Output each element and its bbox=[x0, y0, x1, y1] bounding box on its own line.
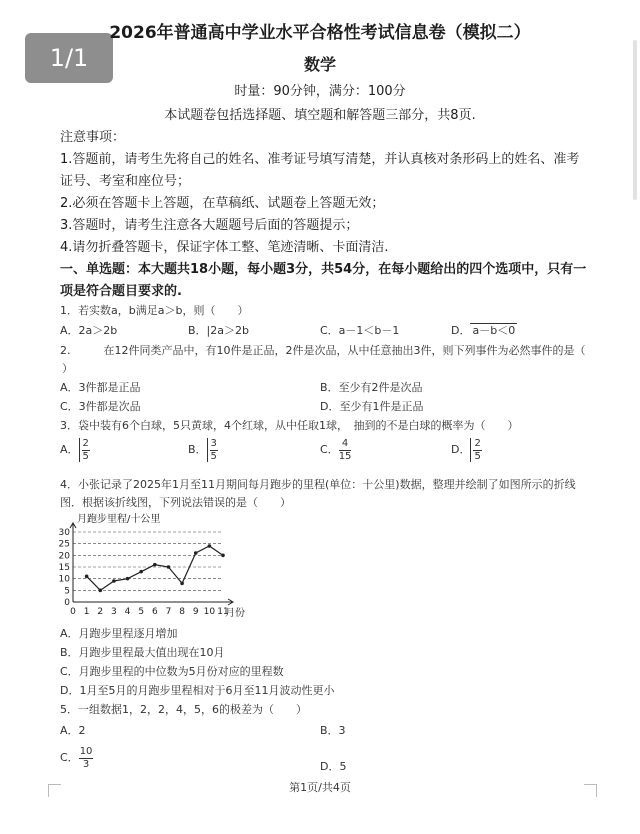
q1-option-d bbox=[451, 322, 517, 338]
chart-data-point bbox=[180, 582, 184, 586]
q3-option-b bbox=[188, 438, 218, 462]
q5-stem: 5．一组数据1，2，2，4，5，6的极差为（ ） bbox=[60, 703, 307, 716]
q5-c-numerator: 10 bbox=[79, 746, 93, 757]
chart-y-tick-label: 25 bbox=[58, 539, 70, 550]
chart-data-point bbox=[85, 575, 89, 579]
chart-x-tick-label: 9 bbox=[192, 607, 199, 617]
q3-option-c bbox=[320, 438, 351, 462]
chart-x-axis-label: 月份 bbox=[225, 608, 245, 618]
q3-option-d bbox=[451, 438, 482, 462]
note-4: 4.请勿折叠答题卡，保证字体工整、笔迹清晰、卡面清洁. bbox=[60, 240, 389, 255]
q1-option-b: B．|2a＞2b bbox=[188, 324, 249, 337]
chart-x-tick-label: 10 bbox=[203, 607, 216, 617]
q4-option-c: C．月跑步里程的中位数为5月份对应的里程数 bbox=[60, 665, 284, 678]
q3-option-d-label: D． bbox=[451, 443, 471, 456]
time-score-info: 时量：90分钟，满分：100分 bbox=[234, 84, 406, 99]
chart-data-point bbox=[98, 589, 102, 593]
exam-title: 2026年普通高中学业水平合格性考试信息卷（模拟二） bbox=[109, 23, 531, 43]
q3-d-numerator: 2 bbox=[474, 438, 481, 449]
q2-option-a: A．3件都是正品 bbox=[60, 381, 141, 394]
chart-x-tick-label: 1 bbox=[83, 607, 90, 617]
running-mileage-line-chart bbox=[55, 510, 255, 618]
section-1-heading: 一、单选题：本大题共18小题，每小题3分，共54分，在每小题给出的四个选项中，只有一 bbox=[60, 262, 587, 277]
q2-stem: 2. 在12件同类产品中，有10件是正品，2件是次品，从中任意抽出3件，则下列事件为必然事件的是（ bbox=[60, 344, 586, 357]
q3-a-numerator: 2 bbox=[82, 438, 89, 449]
q3-option-a bbox=[60, 438, 90, 462]
q5-option-c-label: C． bbox=[60, 751, 79, 764]
chart-data-point bbox=[153, 563, 157, 567]
note-2: 2.必须在答题卡上答题，在草稿纸、试题卷上答题无效； bbox=[60, 196, 385, 211]
chart-x-tick-label: 4 bbox=[124, 607, 131, 617]
note-1-continued: 证号、考室和座位号； bbox=[60, 174, 191, 189]
q4-stem-cont: 图．根据该折线图，下列说法错误的是（ ） bbox=[60, 496, 291, 509]
chart-y-tick-label: 10 bbox=[58, 574, 70, 585]
chart-data-point bbox=[194, 551, 198, 555]
section-1-heading-cont: 项是符合题目要求的. bbox=[60, 284, 182, 299]
chart-y-tick-label: 30 bbox=[58, 528, 70, 538]
q3-d-denominator: 5 bbox=[474, 450, 481, 462]
q3-b-numerator: 3 bbox=[210, 438, 217, 449]
q3-option-b-fraction bbox=[207, 438, 218, 462]
q5-option-c-fraction bbox=[79, 746, 94, 770]
q3-option-a-fraction bbox=[79, 438, 90, 462]
chart-x-tick-label: 5 bbox=[138, 607, 145, 617]
q3-option-b-label: B． bbox=[188, 443, 207, 456]
q2-option-b: B．至少有2件是次品 bbox=[320, 381, 423, 394]
chart-data-point bbox=[126, 577, 130, 581]
q3-a-denominator: 5 bbox=[82, 450, 89, 462]
q3-b-denominator: 5 bbox=[210, 450, 217, 462]
chart-data-point bbox=[112, 579, 116, 583]
q4-stem: 4．小张记录了2025年1月至11月期间每月跑步的里程(单位：十公里)数据，整理并绘制了如图所示的折线 bbox=[60, 478, 576, 491]
page-indicator-badge: 1/1 bbox=[25, 33, 113, 83]
chart-series-line bbox=[87, 546, 223, 590]
chart-y-tick-label: 20 bbox=[58, 551, 70, 562]
q1-option-c: C．a－1＜b－1 bbox=[320, 324, 400, 337]
exam-scope: 本试题卷包括选择题、填空题和解答题三部分，共8页. bbox=[164, 108, 476, 123]
q1-option-d-label: D． bbox=[451, 324, 471, 337]
page-footer: 第1页/共4页 bbox=[289, 781, 351, 794]
q2-option-d: D．至少有1件是正品 bbox=[320, 400, 424, 413]
chart-data-point bbox=[167, 565, 171, 569]
q5-c-denominator: 3 bbox=[82, 758, 90, 770]
q3-option-c-fraction bbox=[339, 438, 352, 462]
chart-y-tick-label: 5 bbox=[64, 586, 70, 597]
chart-x-tick-label: 11 bbox=[217, 607, 229, 617]
chart-x-tick-label: 6 bbox=[151, 607, 158, 617]
q5-option-a: A．2 bbox=[60, 724, 86, 737]
q1-stem: 1．若实数a，b满足a＞b，则（ ） bbox=[60, 304, 249, 317]
chart-data-point bbox=[139, 570, 143, 574]
q5-option-c bbox=[60, 746, 93, 770]
chart-y-tick-label: 0 bbox=[64, 598, 70, 608]
chart-data-point bbox=[221, 554, 225, 558]
q3-stem: 3．袋中装有6个白球，5只黄球，4个红球，从中任取1球， 抽到的不是白球的概率为（ ） bbox=[60, 419, 519, 432]
q1-option-a: A．2a＞2b bbox=[60, 324, 118, 337]
q1-option-d-expr: a－b＜0 bbox=[472, 324, 516, 337]
chart-x-tick-label: 7 bbox=[165, 607, 172, 617]
q4-option-a: A．月跑步里程逐月增加 bbox=[60, 627, 178, 640]
chart-x-tick-label: 0 bbox=[70, 607, 76, 617]
note-1: 1.答题前，请考生先将自己的姓名、准考证号填写清楚，并认真核对条形码上的姓名、准考 bbox=[60, 152, 580, 167]
q5-option-d: D．5 bbox=[320, 760, 347, 773]
q4-option-d: D．1月至5月的月跑步里程相对于6月至11月波动性更小 bbox=[60, 684, 335, 697]
q3-option-c-label: C． bbox=[320, 443, 339, 456]
chart-x-tick-label: 8 bbox=[179, 607, 185, 617]
q5-option-b: B．3 bbox=[320, 724, 346, 737]
q3-c-numerator: 4 bbox=[339, 438, 352, 451]
notes-heading: 注意事项： bbox=[60, 130, 126, 145]
q3-option-a-label: A． bbox=[60, 443, 79, 456]
q3-c-denominator: 15 bbox=[338, 450, 352, 462]
chart-x-tick-label: 2 bbox=[97, 607, 104, 617]
chart-data-point bbox=[208, 544, 212, 548]
chart-y-axis-label: 月跑步里程/十公里 bbox=[77, 514, 161, 525]
q4-option-b: B．月跑步里程最大值出现在10月 bbox=[60, 646, 225, 659]
chart-y-tick-label: 15 bbox=[58, 563, 70, 573]
q2-stem-cont: ） bbox=[62, 362, 73, 375]
subject-title: 数学 bbox=[303, 55, 336, 74]
q3-option-d-fraction bbox=[470, 438, 481, 462]
q2-option-c: C．3件都是次品 bbox=[60, 400, 141, 413]
note-3: 3.答题时，请考生注意各大题题号后面的答题提示； bbox=[60, 218, 359, 233]
chart-x-tick-label: 3 bbox=[111, 607, 117, 617]
